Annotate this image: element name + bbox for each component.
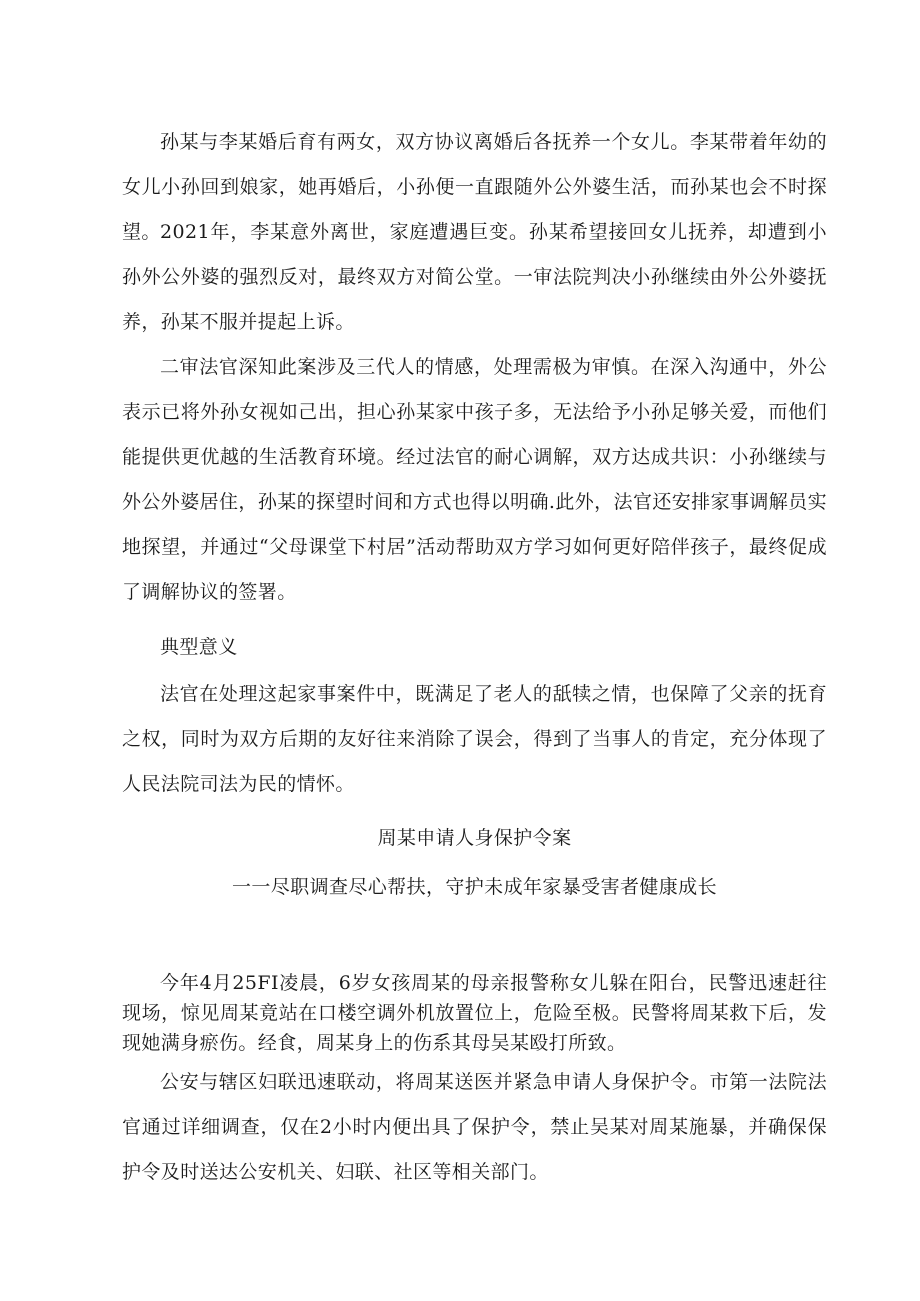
case-title: 周某申请人身保护令案 [377, 827, 572, 849]
paragraph-protection-order: 公安与辖区妇联迅速联动，将周某送医并紧急申请人身保护令。市第一法院法官通过详细调查，仅在2小时内便出具了保护令，禁止吴某对周某施暴，并确保保护令及时送达公安机关、妇联、社区等相关部门。 [122, 1071, 827, 1183]
paragraph-divorce-background: 孙某与李某婚后育有两女，双方协议离婚后各抚养一个女儿。李某带着年幼的女儿小孙回到娘家，她再婚后，小孙便一直跟随外公外婆生活，而孙某也会不时探望。 [122, 131, 827, 243]
paragraph-significance: 法官在处理这起家事案件中，既满足了老人的舐犊之情，也保障了父亲的抚育之权，同时为双方后期的友好往来消除了误会，得到了当事人的肯定，充分体现了人民法院司法为民的情怀。 [122, 683, 827, 795]
paragraph-dispute: 2021年，李某意外离世，家庭遭遇巨变。孙某希望接回女儿抚养，却遭到小孙外公外婆的强烈反对，最终双方对简公堂。一审法院判决小孙继续由外公外婆抚养，孙某不服并提起上诉。 [122, 221, 827, 333]
paragraph-incident: 今年4月25FI凌晨，6岁女孩周某的母亲报警称女儿躲在阳台，民警迅速赶往现场，惊见周某竟站在口楼空调外机放置位上，危险至极。民警将周某救下后，发现她满身瘀伤。经食，周某身上的伤系其母吴某殴打所致。 [122, 972, 827, 1054]
section-heading-significance: 典型意义 [160, 636, 238, 658]
case-subtitle: 一一尽职调查尽心帮扶，守护未成年家暴受害者健康成长 [231, 876, 717, 898]
paragraph-mediation: 二审法官深知此案涉及三代人的情感，处理需极为审慎。在深入沟通中，外公表示已将外孙女视如己出，担心孙某家中孩子多，无法给予小孙足够关爱，而他们能提供更优越的生活教育环境。经过法官的耐心调解，双方达成共识：小孙继续与外公外婆居住，孙某的探望时间和方式也得以明确.此外，法官还安排家事调解员实地探望，并通过“父母课堂下村居”活动帮助双方学习如何更好陪伴孩子，最终促成了调解协议的签署。 [122, 356, 827, 603]
